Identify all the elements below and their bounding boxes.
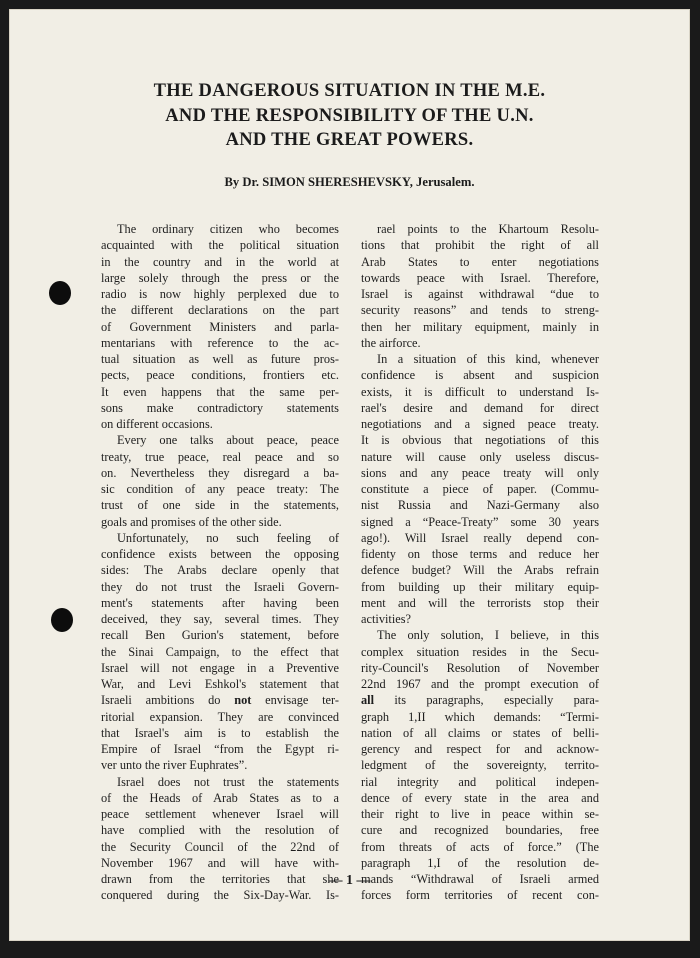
text-line: constitute a piece of paper. (Commu- [361, 482, 599, 496]
text-line: rial integrity and political indepen- [361, 774, 599, 789]
text-line: November 1967 and will have with- [101, 855, 339, 870]
text-line: the Security Council of the 22nd of [101, 839, 339, 854]
text-line: signed a “Peace-Treaty” some 30 years [361, 514, 599, 529]
text-line: ritorial expansion. They are convinced [101, 709, 339, 724]
text-line: nation of all claims or states of belli- [361, 725, 599, 740]
page-number: — 1 — [328, 873, 371, 888]
text-line: Israel is against withdrawal “due to [361, 287, 599, 301]
text-line: ver unto the river Euphrates”. [101, 758, 248, 773]
text-line: complex situation resides in the Secu- [361, 644, 599, 659]
text-line: Every one talks about peace, peace [117, 433, 339, 448]
text-line: Arab States to enter negotiations [361, 254, 599, 269]
text-line: activities? [361, 612, 412, 626]
text-line: the Sinai Campaign, to the effect that [101, 644, 339, 659]
text-line: they do not trust the Israeli Govern- [101, 579, 339, 594]
text-line: recall Ben Gurion's statement, before [101, 628, 339, 643]
text-line: sic condition of any peace treaty: The [101, 482, 339, 496]
text-line: ledgment of the sovereignty, territo- [361, 758, 599, 773]
text-line: have complied with the resolution of [101, 823, 339, 838]
text-line: trust of one side in the statements, [101, 498, 339, 513]
text-line: nature will cause only useless discus- [361, 449, 599, 464]
text-line: confidence exists between the opposing [101, 547, 339, 561]
left-column [101, 221, 339, 904]
text-line: Israel will not engage in a Preventive [101, 660, 339, 675]
title-line: AND THE RESPONSIBILITY OF THE U.N. [165, 105, 534, 126]
text-line: The ordinary citizen who becomes [117, 222, 339, 236]
text-line: sides: The Arabs declare openly that [101, 563, 339, 578]
text-line: In a situation of this kind, whenever [377, 352, 599, 366]
text-line: of Government Ministers and parla- [101, 319, 339, 334]
title-line: AND THE GREAT POWERS. [225, 130, 474, 150]
text-line: cure and recognized boundaries, free [361, 823, 599, 838]
byline: By Dr. SIMON SHERESHEVSKY, Jerusalem. [224, 175, 475, 189]
document-page [9, 9, 690, 941]
text-line: dence of every state in the area and [361, 790, 599, 805]
text-line: ment and will the terrorists stop their [361, 595, 599, 610]
text-line: peace settlement whenever Israel will [101, 807, 339, 821]
text-line: on different occasions. [101, 417, 213, 431]
punch-hole [49, 281, 71, 305]
text-line: mands “Withdrawal of Israeli armed [361, 872, 599, 886]
text-line: The only solution, I believe, in this [377, 628, 599, 643]
text-line: drawn from the territories that she [101, 872, 339, 886]
text-line: graph 1,II which demands: “Termi- [361, 709, 599, 724]
text-line: ago!). Will Israel really depend con- [361, 530, 599, 545]
text-line: forces form territories of recent con- [361, 888, 599, 903]
text-line: from threats of acts of force.” (The [361, 839, 599, 854]
text-line: tions that prohibit the right of all [361, 238, 599, 253]
text-line: paragraph 1,I of the resolution de- [361, 855, 599, 870]
text-line: It is obvious that negotiations of this [361, 433, 599, 448]
text-line: mentarians with reference to the ac- [101, 335, 339, 350]
text-line: War, and Levi Eshkol's statement that [101, 677, 339, 691]
text-line: of the Heads of Arab States as to a [101, 790, 339, 805]
text-line: all its paragraphs, especially para- [361, 693, 599, 708]
text-line: It even happens that the same per- [101, 384, 339, 399]
text-line: ment's statements after having been [101, 595, 339, 610]
text-line: from building up their military equip- [361, 579, 599, 594]
text-line: rael's desire and demand for direct [361, 400, 599, 415]
text-line: rael points to the Khartoum Resolu- [377, 222, 599, 236]
text-line: rity-Council's Resolution of November [361, 660, 599, 675]
text-line: sions and any peace treaty will only [361, 465, 599, 480]
text-line: defence budget? Will the Arabs refrain [361, 563, 599, 578]
text-line: then her military equipment, mainly in [361, 319, 599, 334]
text-line: negotiations and a signed peace treaty. [361, 417, 599, 431]
text-line: confidence is absent and suspicion [361, 368, 599, 383]
text-line: pects, peace conditions, frontiers etc. [101, 368, 339, 383]
text-line: on. Nevertheless they disregard a ba- [101, 465, 339, 480]
text-line: Israel does not trust the statements [117, 774, 339, 789]
text-line: treaty, true peace, real peace and so [101, 449, 339, 464]
text-line: their right to live in peace within se- [361, 807, 599, 821]
text-line: nist Russia and Nazi-Germany also [361, 498, 599, 513]
text-line: 22nd 1967 and the prompt execution of [361, 677, 599, 691]
text-line: sons make contradictory statements [101, 400, 339, 415]
text-line: acquainted with the political situation [101, 238, 339, 253]
text-line: the different declarations on the part [101, 303, 339, 318]
text-line: security reasons” and tends to streng- [361, 303, 599, 318]
text-line: in the country and in the world at [101, 254, 339, 269]
punch-hole [51, 608, 73, 632]
text-line: tual situation as well as future pros- [101, 352, 339, 366]
text-line: gerency and respect for and acknow- [361, 742, 599, 756]
text-line: fidenty on those terms and reduce her [361, 547, 599, 561]
text-line: Israeli ambitions do not envisage ter- [101, 693, 340, 708]
article-title [9, 79, 690, 153]
text-line: exists, it is difficult to understand Is- [361, 384, 599, 399]
text-line: goals and promises of the other side. [101, 514, 282, 529]
text-line: the airforce. [361, 335, 421, 350]
text-line: radio is now highly perplexed due to [101, 287, 339, 301]
text-line: that Israel's aim is to establish the [101, 725, 339, 740]
title-line: THE DANGEROUS SITUATION IN THE M.E. [153, 81, 546, 101]
text-line: Empire of Israel “from the Egypt ri- [101, 742, 339, 756]
text-line: Unfortunately, no such feeling of [117, 530, 339, 545]
text-line: conquered during the Six-Day-War. Is- [101, 888, 339, 903]
text-line: towards peace with Israel. Therefore, [361, 270, 599, 285]
right-column [361, 221, 599, 904]
text-line: deceived, they say, several times. They [101, 612, 339, 626]
text-line: large solely through the press or the [101, 270, 339, 285]
